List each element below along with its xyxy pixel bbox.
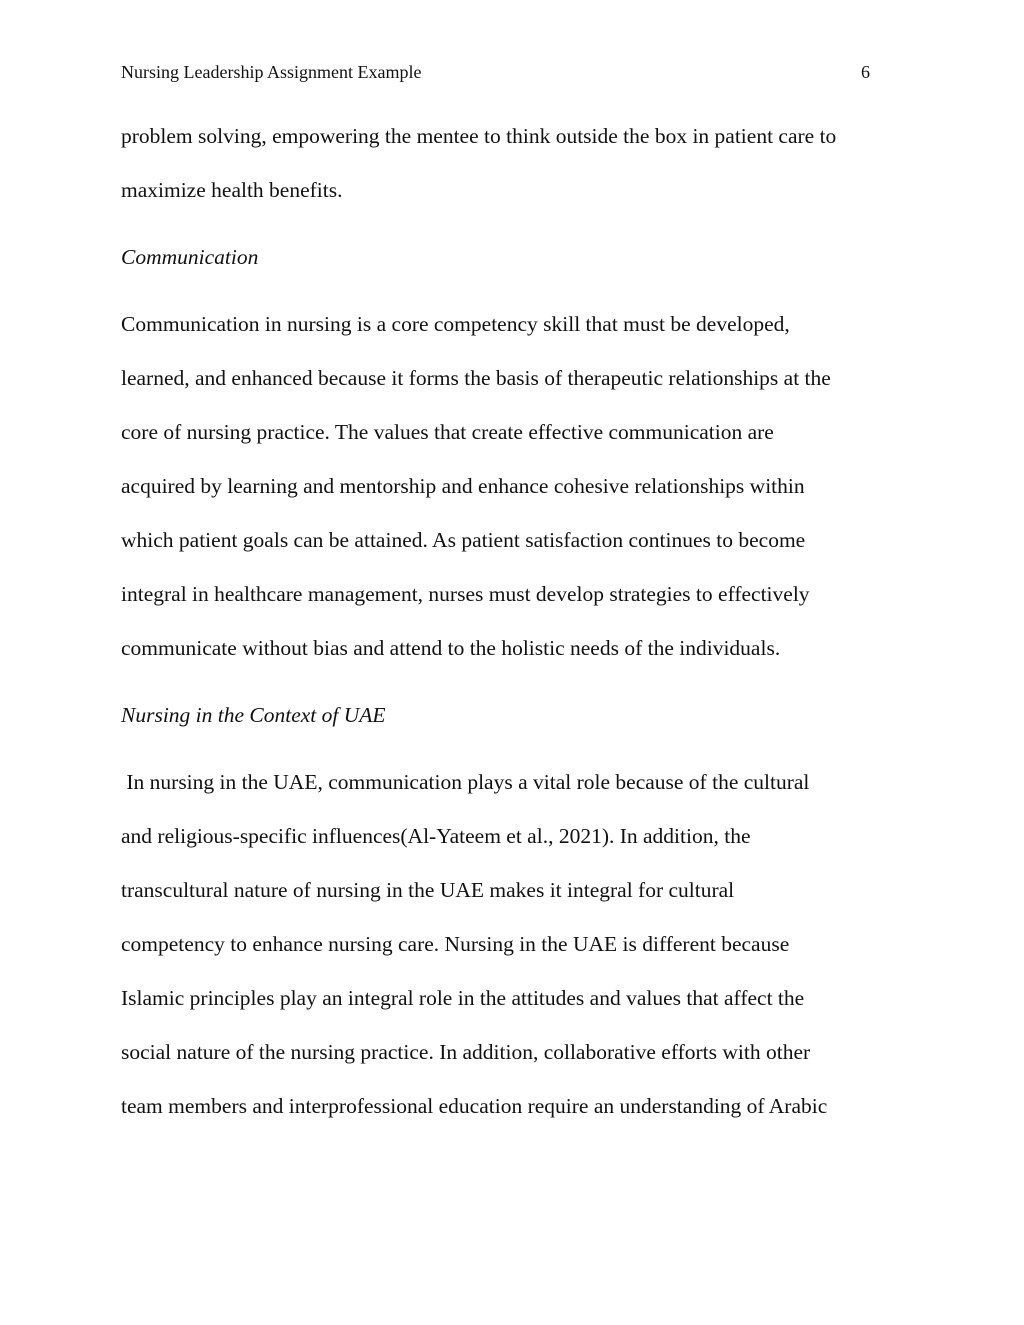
body-line: which patient goals can be attained. As patient satisfaction continues to become — [121, 528, 806, 552]
body-line: In nursing in the UAE, communication plays a vital role because of the cultural — [121, 770, 810, 794]
body-line: acquired by learning and mentorship and enhance cohesive relationships within — [121, 474, 805, 498]
section-heading-uae: Nursing in the Context of UAE — [121, 703, 386, 727]
section-heading-communication: Communication — [121, 245, 259, 269]
body-line: social nature of the nursing practice. In addition, collaborative efforts with other — [121, 1040, 811, 1064]
page-number: 6 — [861, 62, 870, 82]
body-line: communicate without bias and attend to the holistic needs of the individuals. — [121, 636, 781, 660]
body-line: integral in healthcare management, nurses must develop strategies to effectively — [121, 582, 810, 606]
body-line: maximize health benefits. — [121, 178, 343, 202]
body-line: Communication in nursing is a core competency skill that must be developed, — [121, 312, 790, 336]
body-line: and religious-specific influences(Al-Yateem et al., 2021). In addition, the — [121, 824, 751, 848]
body-line: core of nursing practice. The values that create effective communication are — [121, 420, 774, 444]
body-line: problem solving, empowering the mentee to think outside the box in patient care to — [121, 124, 837, 148]
body-line: Islamic principles play an integral role in the attitudes and values that affect the — [121, 986, 805, 1010]
running-head: Nursing Leadership Assignment Example — [121, 62, 422, 82]
body-line: team members and interprofessional education require an understanding of Arabic — [121, 1094, 828, 1118]
body-line: transcultural nature of nursing in the UAE makes it integral for cultural — [121, 878, 735, 902]
body-line: learned, and enhanced because it forms the basis of therapeutic relationships at the — [121, 366, 831, 390]
body-line: competency to enhance nursing care. Nursing in the UAE is different because — [121, 932, 790, 956]
